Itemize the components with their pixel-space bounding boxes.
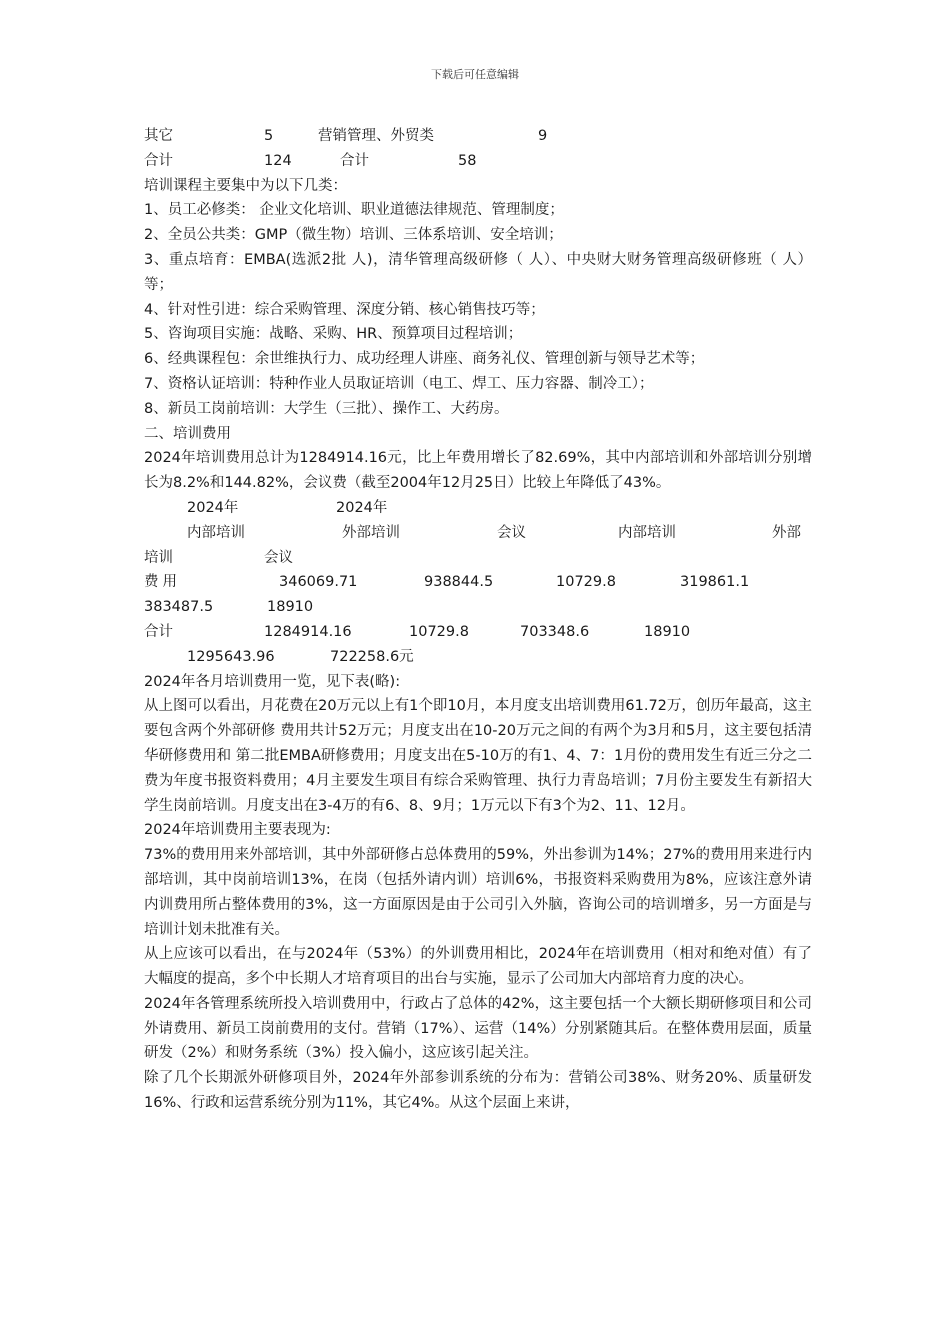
cost-table-total-wrap	[144, 645, 812, 670]
column-header: 内部培训	[618, 524, 676, 541]
course-row-other	[144, 124, 812, 149]
cost-table-fee-wrap	[144, 595, 812, 620]
cell-value: 319861.1	[680, 574, 750, 591]
paragraph: 73%的费用用来外部培训，其中外部研修占总体费用的59%，外出参训为14%；27%的费用用来进行内部培训，其中岗前培训13%，在岗（包括外请内训）培训6%，书报资料采购费用为8%，应该注意外请内训费用所占整体费用的3%，这一方面原因是由于公司引入外脑，咨询公司的培训增多，另一方面是与培训计划未批准有关。	[144, 847, 812, 938]
cell-value: 938844.5	[424, 574, 494, 591]
course-cell: 合计	[144, 152, 173, 169]
cost-table-fee-row	[144, 570, 812, 595]
list-item: 3、重点培育：EMBA(选派2批 人)，清华管理高级研修（ 人）、中央财大财务管理高级研修班（ 人）等；	[144, 251, 812, 293]
year-label: 2024年	[187, 499, 239, 516]
course-row-total	[144, 149, 812, 174]
cell-value: 1295643.96	[187, 648, 275, 665]
list-item: 4、针对性引进：综合采购管理、深度分销、核心销售技巧等；	[144, 301, 545, 318]
column-header: 外部培训	[342, 524, 400, 541]
cell-value: 18910	[267, 599, 314, 616]
list-item: 6、经典课程包：余世维执行力、成功经理人讲座、商务礼仪、管理创新与领导艺术等；	[144, 351, 705, 368]
cell-value: 18910	[644, 623, 691, 640]
course-cell: 58	[458, 152, 477, 169]
year-label: 2024年	[336, 499, 388, 516]
list-intro: 培训课程主要集中为以下几类：	[144, 177, 347, 194]
cell-value: 1284914.16	[264, 623, 352, 640]
column-header: 会议	[264, 549, 293, 566]
page-header: 下载后可任意编辑	[431, 68, 519, 81]
list-item: 7、资格认证培训：特种作业人员取证培训（电工、焊工、压力容器、制冷工）；	[144, 375, 654, 392]
cell-value: 346069.71	[279, 574, 358, 591]
list-item: 8、新员工岗前培训：大学生（三批）、操作工、大药房。	[144, 400, 509, 417]
course-cell: 营销管理、外贸类	[318, 128, 434, 144]
paragraph: 从上应该可以看出，在与2024年（53%）的外训费用相比，2024年在培训费用（相对和绝对值）有了大幅度的提高，多个中长期人才培育项目的出台与实施，显示了公司加大内部培育力度的决心。	[144, 946, 812, 988]
paragraph: 2024年培训费用主要表现为:	[144, 822, 331, 839]
paragraph: 除了几个长期派外研修项目外，2024年外部参训系统的分布为：营销公司38%、财务20%、质量研发16%、行政和运营系统分别为11%，其它4%。从这个层面上来讲，	[144, 1070, 812, 1112]
course-cell: 其它	[144, 128, 173, 144]
cell-value: 722258.6元	[330, 648, 414, 665]
paragraph: 2024年培训费用总计为1284914.16元，比上年费用增长了82.69%，其中内部培训和外部培训分别增长为8.2%和144.82%，会议费（截至2004年12月25日）比较上年降低了43%。	[144, 450, 812, 492]
cost-table-headers-wrap	[144, 546, 812, 571]
cell-value: 383487.5	[144, 599, 214, 616]
list-item: 1、员工必修类： 企业文化培训、职业道德法律规范、管理制度；	[144, 202, 564, 219]
paragraph: 2024年各月培训费用一览，见下表(略):	[144, 673, 401, 690]
cost-table-years	[144, 496, 812, 521]
course-cell: 124	[264, 152, 292, 169]
paragraph: 2024年各管理系统所投入培训费用中，行政占了总体的42%，这主要包括一个大额长期研修项目和公司外请费用、新员工岗前费用的支付。营销（17%）、运营（14%）分别紧随其后。在整体费用层面，质量研发（2%）和财务系统（3%）投入偏小，这应该引起关注。	[144, 995, 812, 1062]
list-item: 5、咨询项目实施：战略、采购、HR、预算项目过程培训；	[144, 326, 523, 343]
row-label: 合计	[144, 623, 173, 640]
cell-value: 703348.6	[520, 623, 590, 640]
column-header: 内部培训	[187, 524, 245, 541]
course-cell: 9	[538, 128, 548, 144]
row-label: 费用	[144, 574, 181, 591]
course-cell: 5	[264, 128, 274, 144]
course-cell: 合计	[340, 152, 369, 169]
cell-value: 10729.8	[409, 623, 469, 640]
column-header: 培训	[144, 549, 173, 566]
column-header: 会议	[497, 524, 526, 541]
cost-table-headers	[144, 521, 812, 546]
section-title: 二、培训费用	[144, 425, 231, 442]
cost-table-total-row	[144, 620, 812, 645]
document-body	[144, 124, 812, 1116]
cell-value: 10729.8	[556, 574, 616, 591]
column-header: 外部	[772, 524, 801, 541]
paragraph: 从上图可以看出，月花费在20万元以上有1个即10月，本月度支出培训费用61.72万，创历年最高，这主要包含两个外部研修 费用共计52万元；月度支出在10-20万元之间的有两个为3月和5月，这主要包括清华研修费用和 第二批EMBA研修费用；月度支出在5-10万的有1、4、7：1月份的费用发生有近三分之二费为年度书报资料费用；4月主要发生项目有综合采购管理、执行力青岛培训；7月份主要发生有新招大学生岗前培训。月度支出在3-4万的有6、8、9月；1万元以下有3个为2、11、12月。	[144, 698, 812, 814]
list-item: 2、全员公共类：GMP（微生物）培训、三体系培训、安全培训；	[144, 227, 563, 244]
